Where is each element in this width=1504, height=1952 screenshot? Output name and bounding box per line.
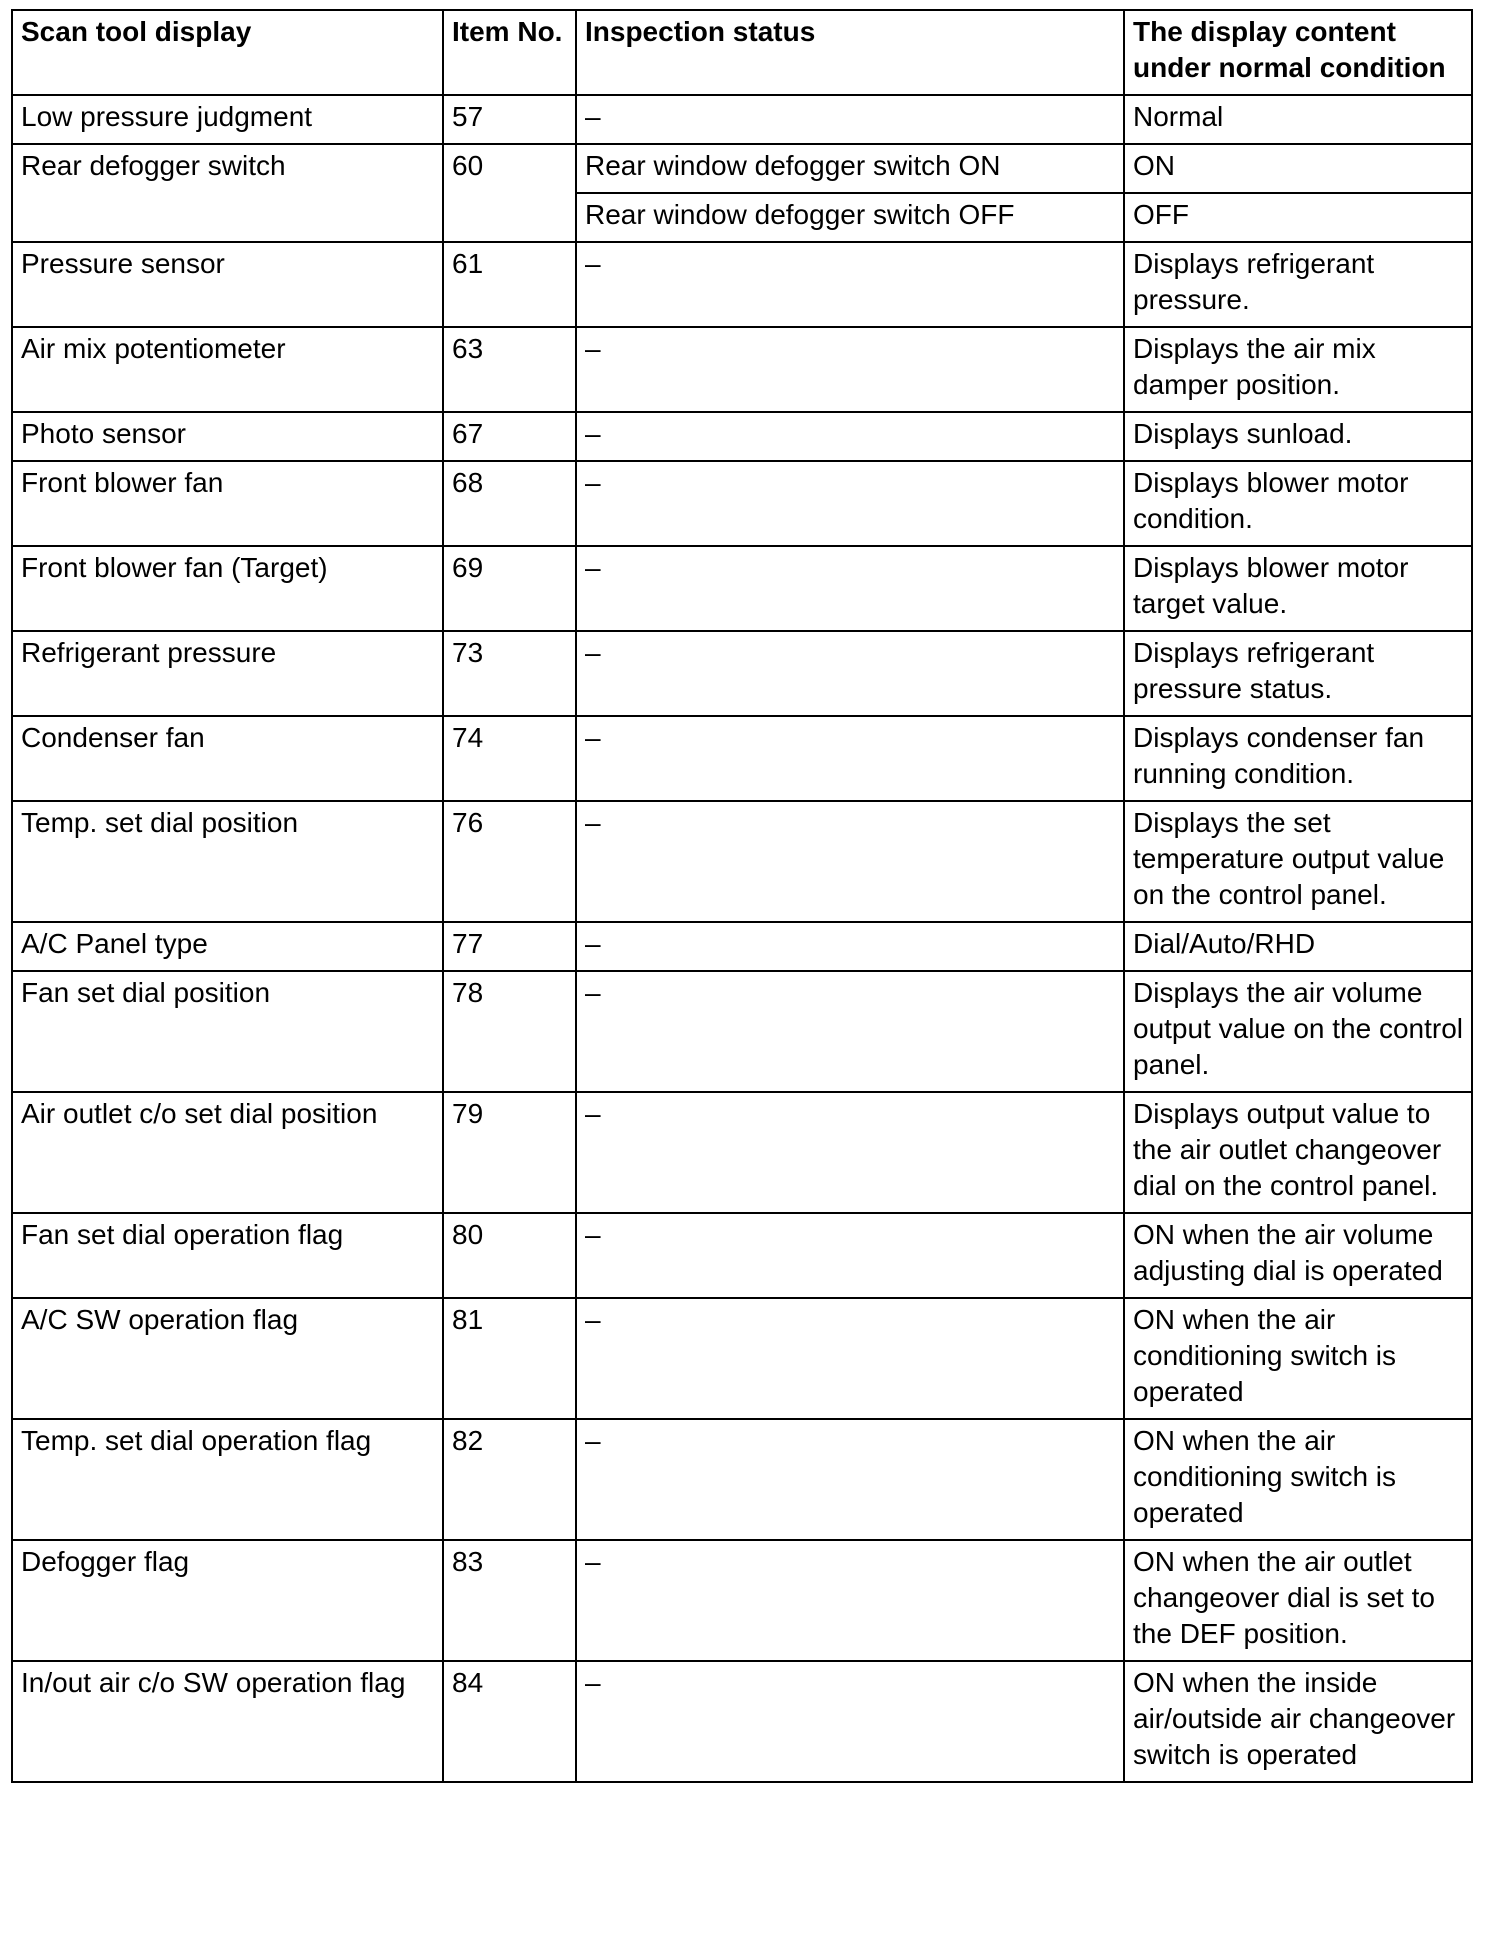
table-row [12,1661,1472,1782]
header-inspection-status: Inspection status [576,10,1124,95]
cell-display-content: Displays refrigerant pressure status. [1124,631,1472,716]
table-row [12,461,1472,546]
table-row [12,144,1472,193]
table-row [12,242,1472,327]
table-row [12,922,1472,971]
cell-display-content: Dial/Auto/RHD [1124,922,1472,971]
table-row [12,1092,1472,1213]
cell-inspection-status: Rear window defogger switch OFF [576,193,1124,242]
cell-display-content: ON when the air conditioning switch is operated [1124,1298,1472,1419]
cell-item-no: 74 [443,716,576,801]
table-row [12,95,1472,144]
cell-item-no: 82 [443,1419,576,1540]
cell-scan-tool-display: Rear defogger switch [12,144,443,242]
cell-inspection-status: – [576,242,1124,327]
cell-scan-tool-display: Pressure sensor [12,242,443,327]
cell-display-content: OFF [1124,193,1472,242]
cell-inspection-status: Rear window defogger switch ON [576,144,1124,193]
cell-item-no: 57 [443,95,576,144]
table-row [12,1213,1472,1298]
cell-scan-tool-display: Air mix potentiometer [12,327,443,412]
cell-display-content: ON when the air outlet changeover dial is set to the DEF position. [1124,1540,1472,1661]
cell-inspection-status: – [576,327,1124,412]
cell-display-content: Displays blower motor target value. [1124,546,1472,631]
table-row [12,1298,1472,1419]
table-row [12,1540,1472,1661]
table-row [12,801,1472,922]
cell-inspection-status: – [576,716,1124,801]
table-row [12,631,1472,716]
cell-item-no: 76 [443,801,576,922]
cell-scan-tool-display: Photo sensor [12,412,443,461]
cell-inspection-status: – [576,1213,1124,1298]
cell-scan-tool-display: Front blower fan (Target) [12,546,443,631]
cell-display-content: ON [1124,144,1472,193]
cell-scan-tool-display: Refrigerant pressure [12,631,443,716]
cell-inspection-status: – [576,971,1124,1092]
cell-inspection-status: – [576,412,1124,461]
cell-inspection-status: – [576,1419,1124,1540]
cell-display-content: Displays the air mix damper position. [1124,327,1472,412]
cell-display-content: ON when the air conditioning switch is operated [1124,1419,1472,1540]
cell-display-content: Displays the air volume output value on the control panel. [1124,971,1472,1092]
table-row [12,546,1472,631]
cell-scan-tool-display: Fan set dial operation flag [12,1213,443,1298]
cell-display-content: ON when the inside air/outside air changeover switch is operated [1124,1661,1472,1782]
table-row [12,327,1472,412]
cell-display-content: Displays condenser fan running condition. [1124,716,1472,801]
cell-item-no: 67 [443,412,576,461]
cell-inspection-status: – [576,461,1124,546]
cell-item-no: 79 [443,1092,576,1213]
cell-scan-tool-display: Condenser fan [12,716,443,801]
cell-inspection-status: – [576,1661,1124,1782]
cell-scan-tool-display: Fan set dial position [12,971,443,1092]
header-scan-tool-display: Scan tool display [12,10,443,95]
cell-scan-tool-display: Low pressure judgment [12,95,443,144]
cell-inspection-status: – [576,95,1124,144]
cell-scan-tool-display: Temp. set dial position [12,801,443,922]
cell-inspection-status: – [576,801,1124,922]
cell-scan-tool-display: In/out air c/o SW operation flag [12,1661,443,1782]
header-display-content: The display content under normal condition [1124,10,1472,95]
cell-item-no: 60 [443,144,576,242]
cell-item-no: 83 [443,1540,576,1661]
cell-display-content: Displays blower motor condition. [1124,461,1472,546]
cell-scan-tool-display: Temp. set dial operation flag [12,1419,443,1540]
cell-display-content: Displays the set temperature output value on the control panel. [1124,801,1472,922]
cell-display-content: Displays output value to the air outlet changeover dial on the control panel. [1124,1092,1472,1213]
header-item-no: Item No. [443,10,576,95]
cell-display-content: Displays refrigerant pressure. [1124,242,1472,327]
cell-item-no: 80 [443,1213,576,1298]
table-row [12,971,1472,1092]
table-header-row [12,10,1472,95]
cell-inspection-status: – [576,631,1124,716]
cell-item-no: 78 [443,971,576,1092]
cell-display-content: Displays sunload. [1124,412,1472,461]
table-row [12,1419,1472,1540]
cell-inspection-status: – [576,922,1124,971]
table-row [12,716,1472,801]
cell-inspection-status: – [576,1092,1124,1213]
cell-scan-tool-display: Front blower fan [12,461,443,546]
cell-display-content: Normal [1124,95,1472,144]
cell-item-no: 84 [443,1661,576,1782]
cell-scan-tool-display: Defogger flag [12,1540,443,1661]
cell-scan-tool-display: A/C SW operation flag [12,1298,443,1419]
cell-inspection-status: – [576,546,1124,631]
cell-scan-tool-display: A/C Panel type [12,922,443,971]
cell-item-no: 68 [443,461,576,546]
cell-item-no: 77 [443,922,576,971]
cell-scan-tool-display: Air outlet c/o set dial position [12,1092,443,1213]
cell-item-no: 63 [443,327,576,412]
cell-item-no: 73 [443,631,576,716]
cell-item-no: 61 [443,242,576,327]
table-row [12,412,1472,461]
cell-item-no: 81 [443,1298,576,1419]
cell-inspection-status: – [576,1540,1124,1661]
cell-inspection-status: – [576,1298,1124,1419]
cell-item-no: 69 [443,546,576,631]
cell-display-content: ON when the air volume adjusting dial is operated [1124,1213,1472,1298]
scan-tool-table [11,9,1473,1783]
